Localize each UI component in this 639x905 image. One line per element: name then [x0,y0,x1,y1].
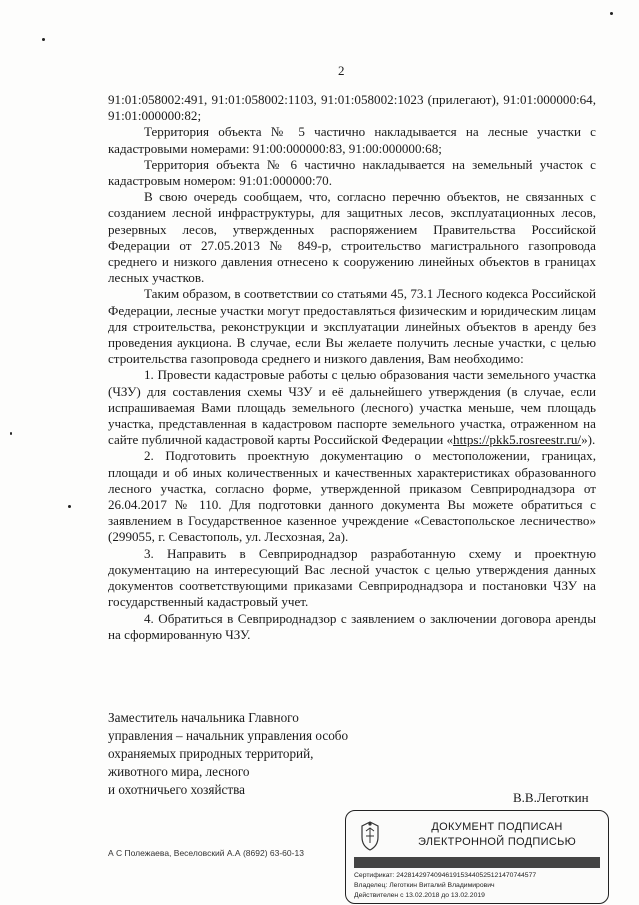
scan-speck [610,12,613,15]
signatory-position [108,709,348,799]
list-item-2: 2. Подготовить проектную документацию о местоположении, границах, площади и об иных количественных и качественных характеристиках образованного лесного участка, согласно форме, утвержденной приказом Севприроднадзора от 26.04.2017 № 110. Для подготовки данного документа Вы можете обратиться с заявлением в Государственное казенное учреждение «Севастопольское лесничество» (299055, г. Севастополь, ул. Лесхозная, 2а). [108,448,596,545]
cadastral-map-link[interactable]: https://pkk5.rosreestr.ru/ [453,432,582,448]
stamp-validity: Действителен с 13.02.2018 до 13.02.2019 [354,892,485,899]
list-item-3: 3. Направить в Севприроднадзор разработанную схему и проектную документацию на интересующий Вас лесной участок с целью утверждения данных документов соответствующими приказами Севприроднадзора и постановки ЧЗУ на государственный кадастровый учет. [108,545,596,610]
letter-body [108,92,596,643]
stamp-subtitle: ЭЛЕКТРОННОЙ ПОДПИСЬЮ [417,836,577,848]
list-item-1-text: 1. Провести кадастровые работы с целью образования части земельного участка (ЧЗУ) для составления схемы ЧЗУ и её дальнейшего утверждения (в случае, если испрашиваемая Вами площадь земельного (лесного) участка меньше, чем площадь участка, представленная в кадастровом паспорте земельного участка, отраженном на сайте публичной кадастровой карты Российской Федерации « [108,367,596,448]
page-number: 2 [338,63,345,78]
paragraph-object-6: Территория объекта № 6 частично накладывается на земельный участок с кадастровым номером: 91:01:000000:70. [108,156,596,189]
position-line: охраняемых природных территорий, [108,746,314,761]
signatory-name: В.В.Леготкин [513,790,589,805]
executor-contacts: А С Полежаева, Веселовский А.А (8692) 63-60-13 [108,848,304,858]
list-item-1-tail: »). [581,432,596,448]
position-line: и охотничьего хозяйства [108,782,246,797]
electronic-signature-stamp [345,810,609,904]
scan-speck [42,38,45,41]
paragraph-linear-objects: В свою очередь сообщаем, что, согласно перечню объектов, не связанных с созданием лесной инфраструктуры, для защитных лесов, эксплуатационных лесов, резервных лесов, утвержденных распоряжением Правительства Российской Федерации от 27.05.2013 № 849-р, строительство магистрального газопровода среднего и низкого давления отнесено к сооружению линейных объектов в границах лесных участков. [108,189,596,286]
scan-speck [68,505,71,508]
list-item-1 [108,367,596,448]
stamp-certificate: Сертификат: 2428142974094619153440525121470744577 [354,872,537,879]
stamp-title: ДОКУМЕНТ ПОДПИСАН [431,821,563,833]
position-line: животного мира, лесного [108,764,250,779]
paragraph-cadastral-list: 91:01:058002:491, 91:01:058002:1103, 91:01:058002:1023 (прилегают), 91:01:000000:64, 91:01:000000:82; [108,92,596,124]
list-item-4: 4. Обратиться в Севприроднадзор с заявлением о заключении договора аренды на сформированную ЧЗУ. [108,610,596,642]
coat-of-arms-icon [358,819,382,853]
stamp-band [354,857,600,868]
paragraph-forest-code: Таким образом, в соответствии со статьями 45, 73.1 Лесного кодекса Российской Федерации, лесные участки могут предоставляться физическим и юридическим лицам для строительства, реконструкции и эксплуатации линейных объектов в аренду без проведения аукциона. В случае, если Вы желаете получить лесные участки, с целью строительства газопровода среднего и низкого давления, Вам необходимо: [108,286,596,367]
scan-speck [10,432,12,435]
position-line: Заместитель начальника Главного [108,710,299,725]
position-line: управления – начальник управления особо [108,728,349,743]
stamp-owner: Владелец: Леготкин Виталий Владимирович [354,882,495,889]
paragraph-object-5: Территория объекта № 5 частично накладывается на лесные участки с кадастровыми номерами: 91:00:000000:83, 91:00:000000:68; [108,124,596,156]
